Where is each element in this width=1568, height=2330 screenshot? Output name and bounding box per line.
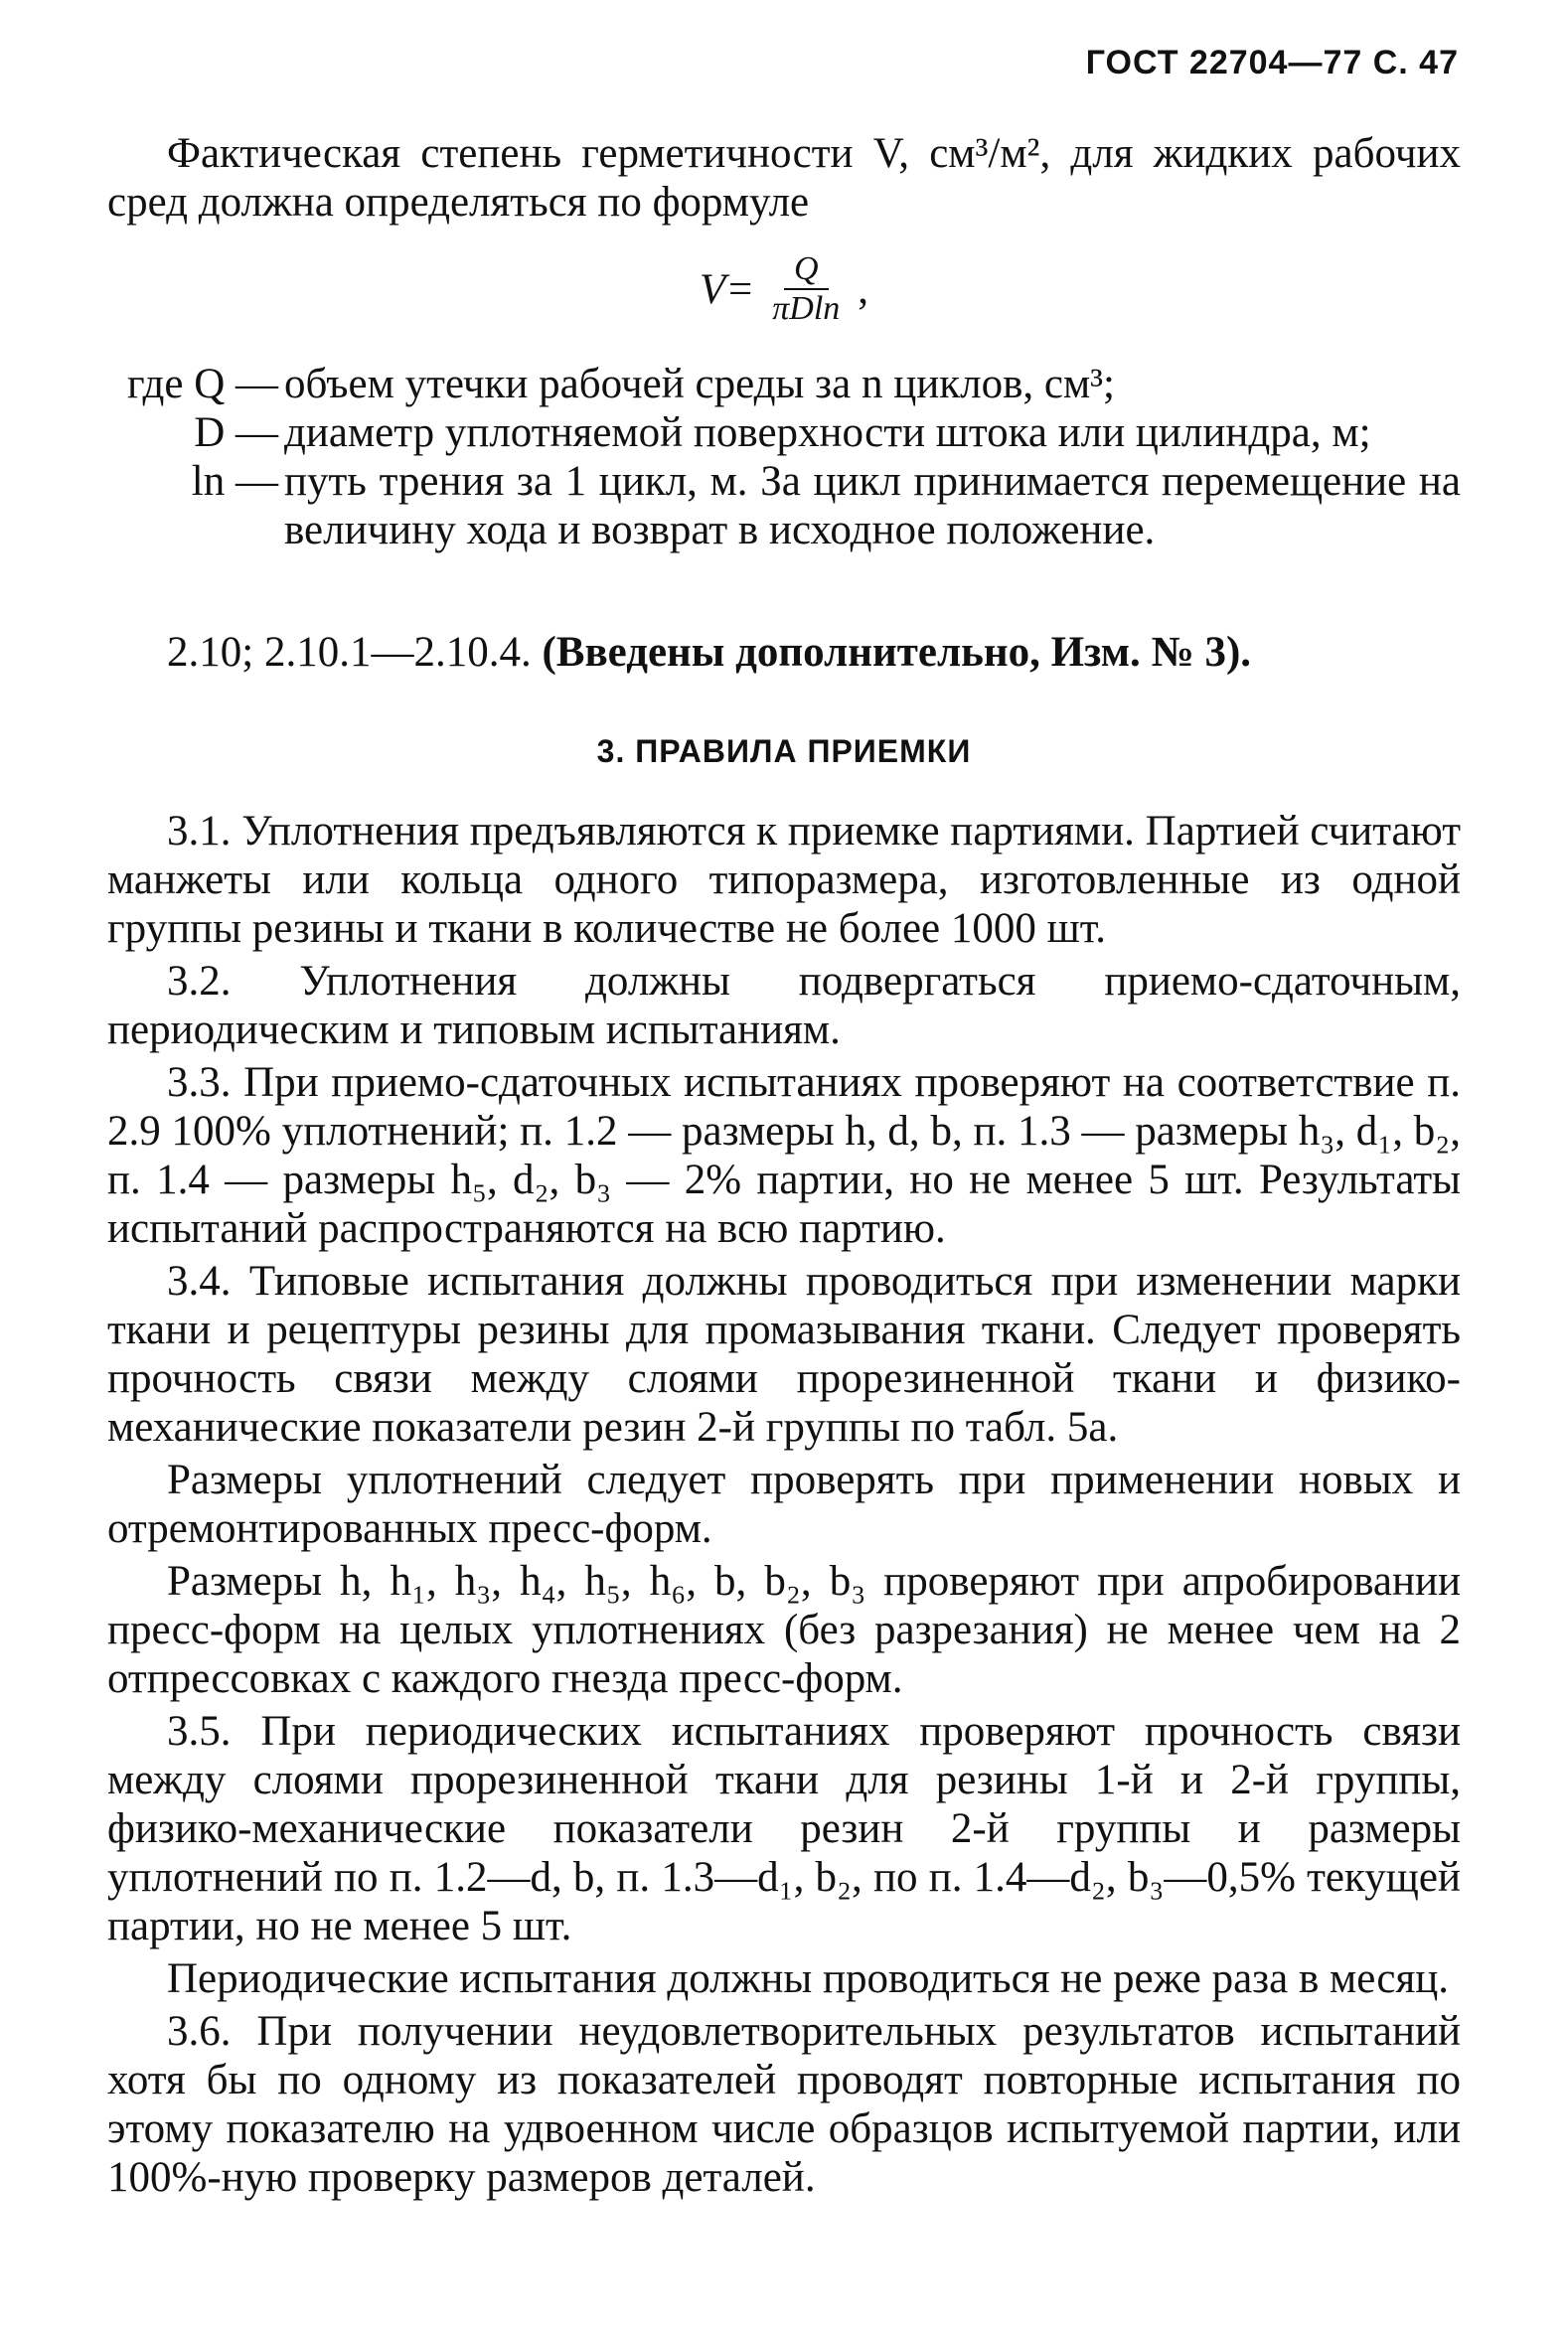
paragraph-3-5: 3.5. При периодических испытаниях проверяют прочность связи между слоями прорезиненной ткани для резины 1-й и 2-й группы, физико-механические показатели резин 2-й группы и размеры уплотнений по п. 1.2—d, b, п. 1.3—d₁, b₂, по п. 1.4—d₂, b₃—0,5% текущей партии, но не менее 5 шт. [107, 1708, 1461, 1949]
definition-lead: где Q — [126, 361, 278, 407]
formula-numerator: Q [784, 250, 829, 290]
definition-text: путь трения за 1 цикл, м. За цикл принимается перемещение на величину хода и возврат в исходное положение. [284, 458, 1461, 553]
formula-fraction [762, 250, 850, 328]
amendment-prefix: 2.10; 2.10.1—2.10.4. [167, 629, 543, 676]
formula-denominator: πDln [772, 290, 841, 327]
definition-row [107, 360, 1461, 408]
formula-lhs: V= [699, 265, 755, 313]
paragraph-sizes-approbation: Размеры h, h₁, h₃, h₄, h₅, h₆, b, b₂, b₃ проверяют при апробировании пресс-форм на целых уплотнениях (без разрезания) не менее чем на 2 отпрессовках с каждого гнезда пресс-форм. [107, 1558, 1461, 1702]
paragraph-periodic: Периодические испытания должны проводиться не реже раза в месяц. [167, 1955, 1450, 2002]
formula [0, 250, 1568, 328]
definition-lead: ln — [191, 458, 278, 505]
paragraph-3-6: 3.6. При получении неудовлетворительных результатов испытаний хотя бы по одному из показателей проводят повторные испытания по этому показателю на удвоенном числе образцов испытуемой партии, или 100%-ную проверку размеров деталей. [107, 2008, 1461, 2201]
paragraph-3-2: 3.2. Уплотнения должны подвергаться приемо-сдаточным, периодическим и типовым испытаниям. [107, 958, 1461, 1053]
definitions-list [107, 360, 1461, 554]
section-body [107, 807, 1461, 2206]
definition-text: диаметр уплотняемой поверхности штока или цилиндра, м; [284, 409, 1371, 456]
definition-row [107, 457, 1461, 554]
page-header: ГОСТ 22704—77 С. 47 [1085, 44, 1459, 81]
formula-trail: , [858, 265, 869, 313]
intro-paragraph: Фактическая степень герметичности V, см³/м², для жидких рабочих сред должна определяться по формуле [107, 130, 1461, 226]
amendment-bold: (Введены дополнительно, Изм. № 3). [542, 629, 1252, 676]
definition-row [107, 408, 1461, 457]
definition-text: объем утечки рабочей среды за n циклов, см³; [284, 361, 1116, 407]
amendment-note [107, 628, 1461, 677]
definition-lead: D — [194, 409, 278, 456]
section-title: 3. ПРАВИЛА ПРИЕМКИ [596, 733, 972, 769]
paragraph-3-4: 3.4. Типовые испытания должны проводиться при изменении марки ткани и рецептуры резины для промазывания ткани. Следует проверять прочность связи между слоями прорезиненной ткани и физико-механические показатели резин 2-й группы по табл. 5а. [107, 1258, 1461, 1451]
paragraph-sizes-check: Размеры уплотнений следует проверять при применении новых и отремонтированных пресс-форм. [107, 1457, 1461, 1552]
paragraph-3-3: 3.3. При приемо-сдаточных испытаниях проверяют на соответствие п. 2.9 100% уплотнений; п. 1.2 — размеры h, d, b, п. 1.3 — размеры h₃, d₁, b₂, п. 1.4 — размеры h₅, d₂, b₃ — 2% партии, но не менее 5 шт. Результаты испытаний распространяются на всю партию. [107, 1059, 1461, 1252]
paragraph-3-1: 3.1. Уплотнения предъявляются к приемке партиями. Партией считают манжеты или кольца одного типоразмера, изготовленные из одной группы резины и ткани в количестве не более 1000 шт. [107, 808, 1461, 952]
